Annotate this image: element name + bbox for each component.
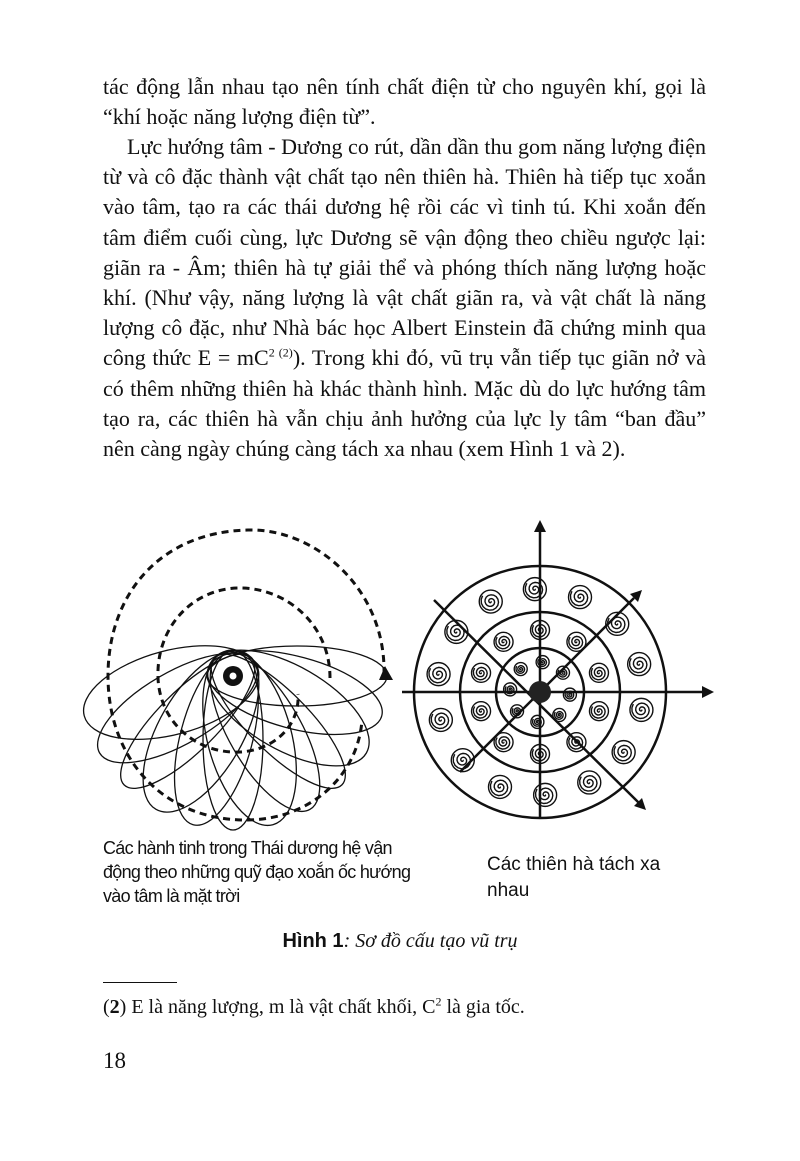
galaxy-spiral <box>555 712 564 720</box>
orbit-ellipse <box>189 627 387 790</box>
figure-title <box>0 930 800 953</box>
galaxy-spiral <box>431 713 448 728</box>
galaxy-spiral <box>536 788 553 803</box>
orbit-ellipse <box>120 632 283 830</box>
galaxy-spiral <box>447 625 464 640</box>
page-number: 18 <box>103 1048 126 1073</box>
elliptical-orbits <box>73 627 391 836</box>
orbit-ellipse <box>186 640 314 836</box>
figure-label: Hình 1 <box>282 930 344 952</box>
galaxy-spiral <box>630 657 647 672</box>
galaxy-spiral <box>591 667 605 679</box>
arrow-right-icon <box>702 686 714 698</box>
galaxy-spiral <box>481 595 498 610</box>
galaxy-spiral <box>473 667 487 679</box>
galaxy-spiral <box>591 706 605 718</box>
orbit-ellipse <box>73 629 269 757</box>
formula-superscript: 2 (2) <box>268 346 293 361</box>
galaxy-spiral <box>632 703 649 718</box>
galaxy-spiral <box>491 780 508 795</box>
arrow-up-icon <box>534 520 546 532</box>
paragraph-1: tác động lẫn nhau tạo nên tính chất điện từ cho nguyên khí, gọi là “khí hoặc năng lượng điện từ”. <box>103 74 706 130</box>
paragraph-2-text: Lực hướng tâm - Dương co rút, dần dần thu gom năng lượng điện từ và cô đặc thành vật chất tạo nên thiên hà. Thiên hà tiếp tục xoắn vào tâm, tạo ra các thái dương hệ rồi các vì tinh tú. Khi xoắn đến tâm điểm cuối cùng, lực Dương sẽ vận động theo chiều ngược lại: giãn ra - Âm; thiên hà tự giải thể và phóng thích năng lượng hoặc khí. (Như vậy, năng lượng là vật chất giãn ra, và vật chất là năng lượng cô đặc, như Nhà bác học Albert Einstein đã chứng minh qua công thức E = mC <box>103 134 706 371</box>
galaxy-spiral <box>496 737 510 749</box>
figure-title-text: : Sơ đồ cấu tạo vũ trụ <box>343 930 518 952</box>
footnote-number: 2 <box>109 996 120 1018</box>
galaxy-spiral <box>429 667 446 682</box>
galaxy-center <box>529 681 551 703</box>
galaxy-spiral <box>533 719 542 727</box>
footnote-divider <box>103 982 177 983</box>
galaxies-expansion-illustration <box>398 520 716 820</box>
outer-spiral-path <box>108 530 384 820</box>
galaxy-spiral <box>473 706 487 718</box>
galaxy-spiral <box>516 666 525 674</box>
galaxy-spiral <box>580 776 597 791</box>
galaxy-spiral <box>608 617 625 632</box>
footnote-text-end: là gia tốc. <box>441 996 525 1018</box>
sun-core <box>230 673 237 680</box>
galaxy-spiral <box>571 590 588 605</box>
solar-system-orbits-illustration <box>100 528 410 828</box>
caption-left: Các hành tinh trong Thái dương hệ vận động theo những quỹ đạo xoắn ốc hướng vào tâm là mặt trời <box>103 838 411 906</box>
paragraph-2 <box>103 132 706 464</box>
caption-right: Các thiên hà tách xa nhau <box>487 854 661 901</box>
galaxy-spiral <box>496 636 510 648</box>
galaxy-spiral <box>453 753 470 768</box>
galaxy-spiral <box>569 636 583 648</box>
orbit-ellipse <box>103 636 273 806</box>
footnote: (2) E là năng lượng, m là vật chất khối, $C^2$ là gia tốc. <box>103 994 525 1018</box>
galaxy-spiral <box>614 745 631 760</box>
footnote-superscript: 2 <box>435 994 442 1009</box>
paragraph-2-continuation: ). Trong khi đó, vũ trụ vẫn tiếp tục giãn nở và có thêm những thiên hà khác thành hình. Mặc dù do lực hướng tâm tạo ra, các thiên hà vẫn chịu ảnh hưởng của lực ly tâm “ban đầu” nên càng ngày chúng càng tách xa nhau (xem Hình 1 và 2). <box>103 345 706 462</box>
footnote-text: E là năng lượng, m là vật chất khối, C <box>126 996 436 1018</box>
